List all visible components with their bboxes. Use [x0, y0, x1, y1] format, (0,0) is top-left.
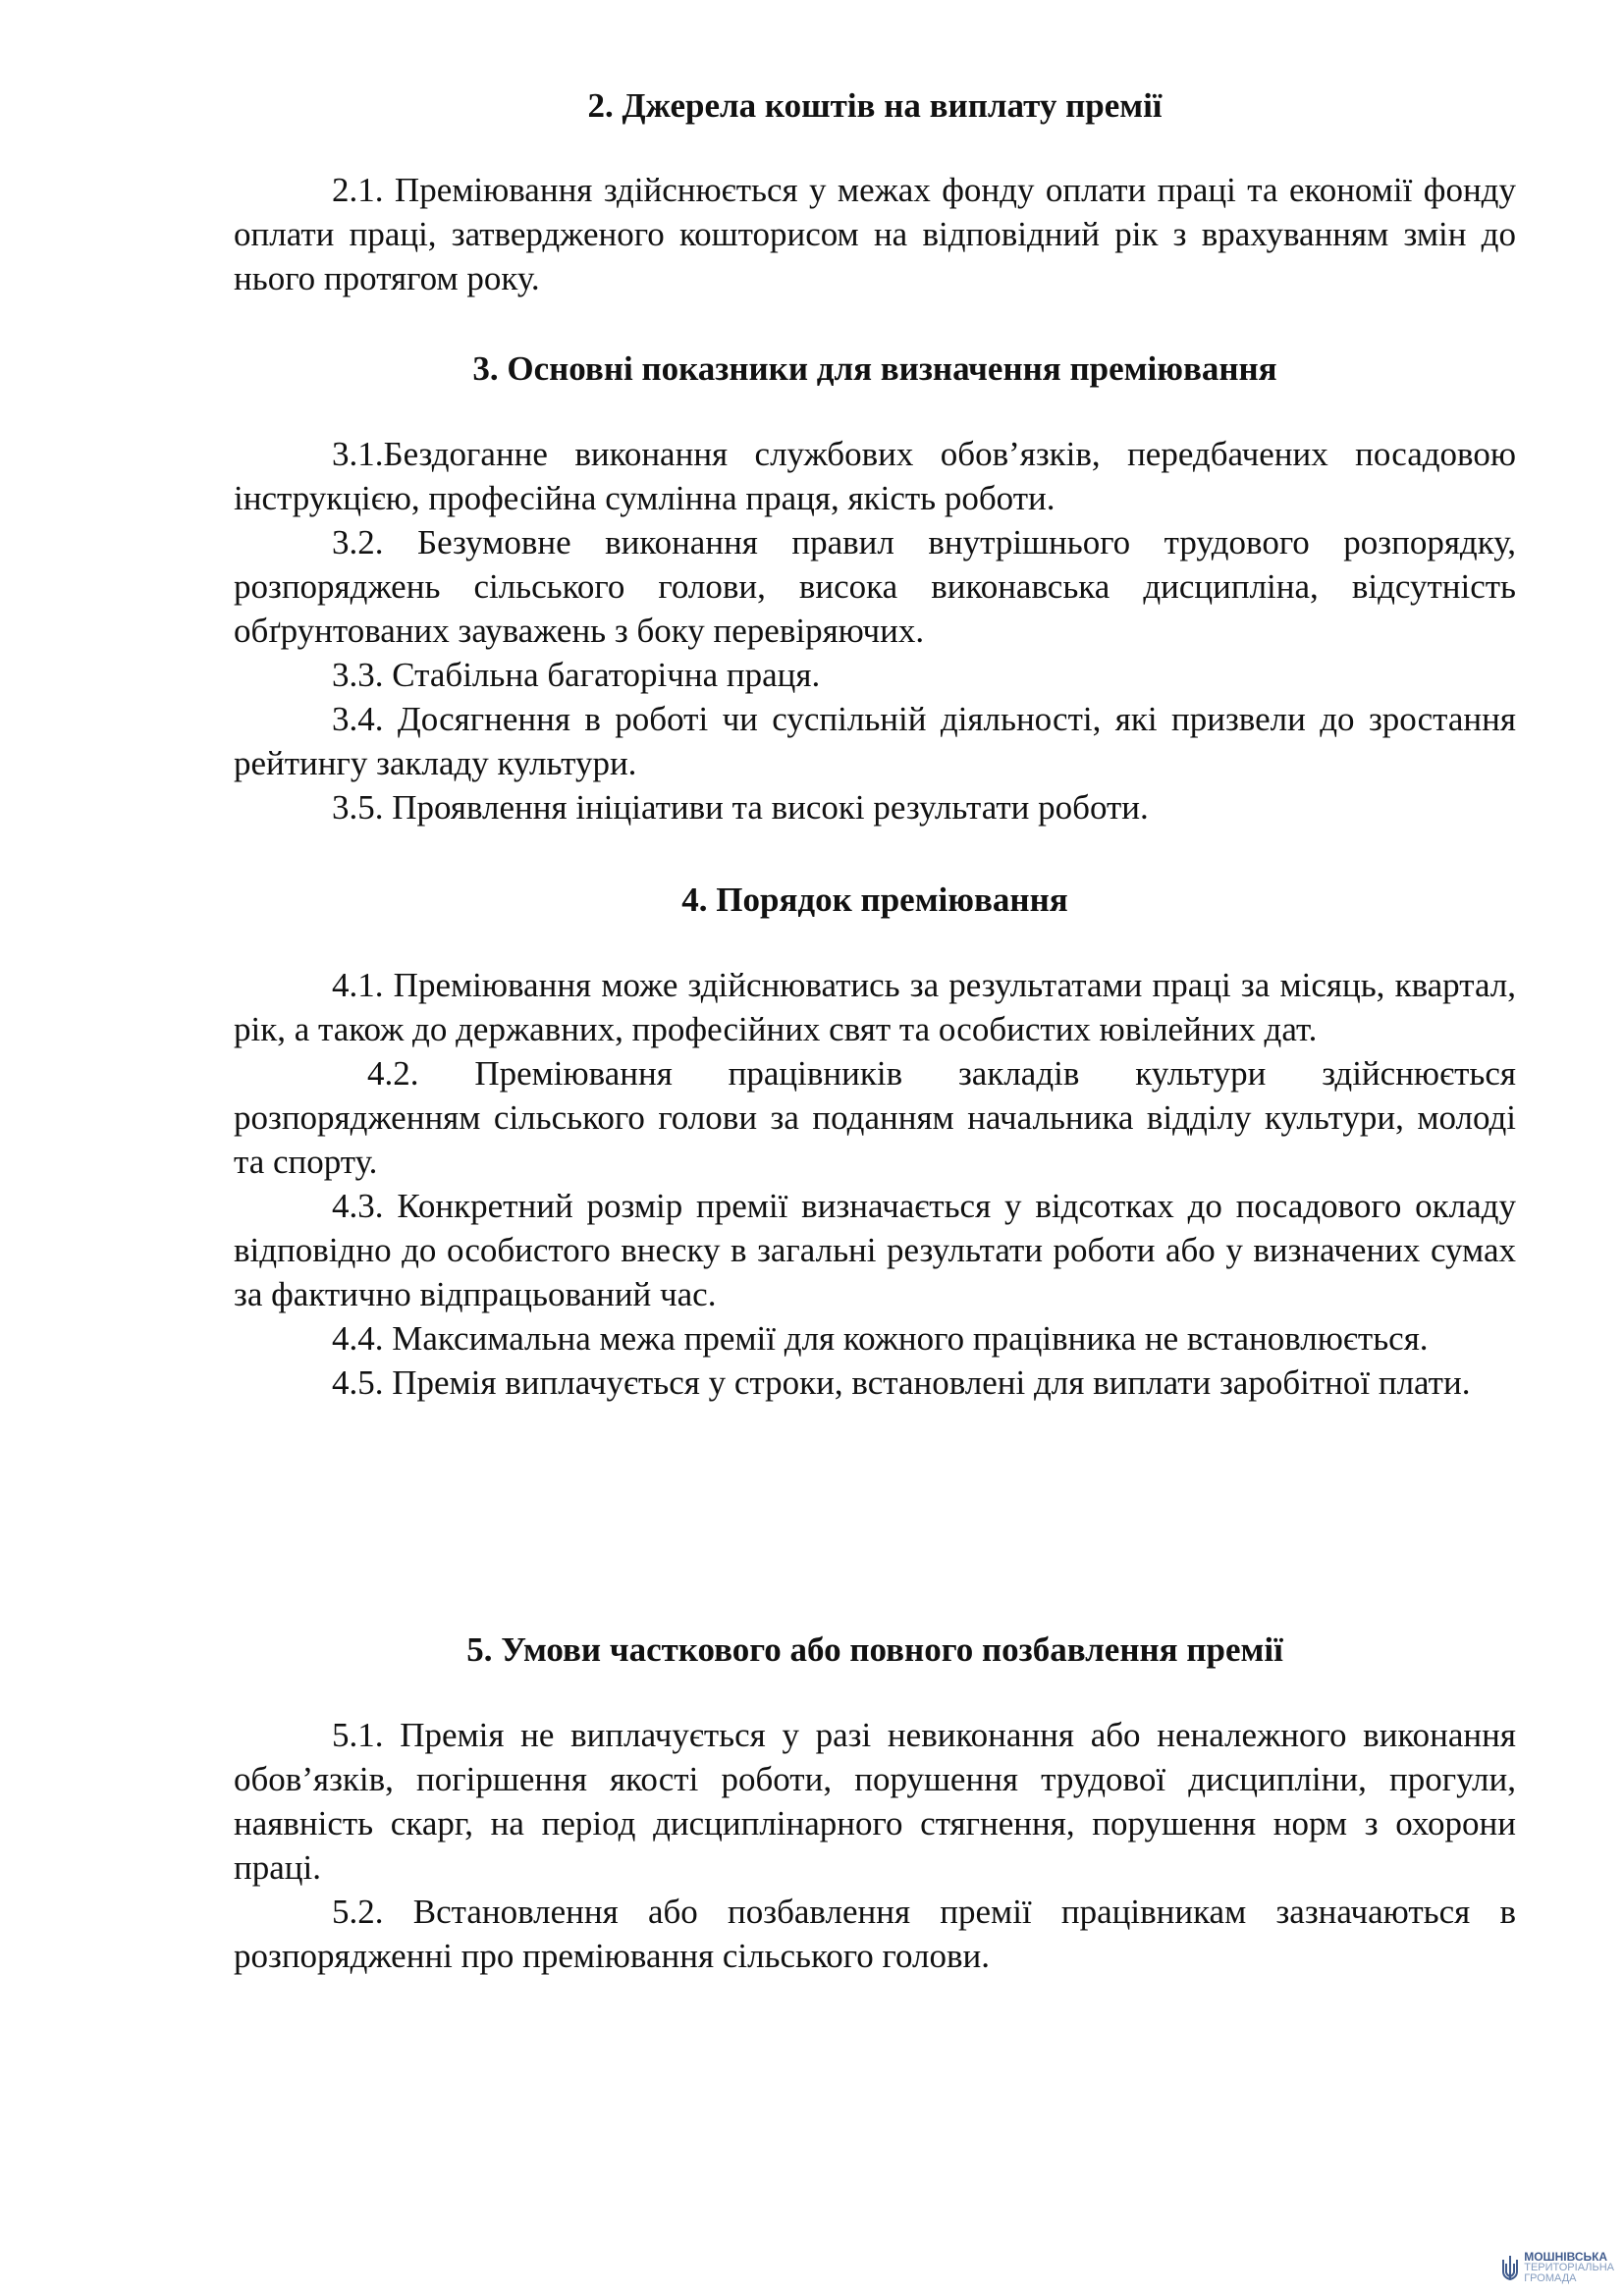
- paragraph: 3.3. Стабільна багаторічна праця.: [332, 656, 821, 694]
- section-4-body: [234, 963, 1516, 1405]
- paragraph: 3.1.Бездоганне виконання службових обов’язків, передбачених посадовою інструкцією, професійна сумлінна праця, якість роботи.: [234, 435, 1516, 517]
- paragraph: 5.2. Встановлення або позбавлення премії працівникам зазначаються в розпорядженні про преміювання сільського голови.: [234, 1893, 1516, 1975]
- paragraph: 4.2. Преміювання працівників закладів культури здійснюється розпорядженням сільського голови за поданням начальника відділу культури, молоді та спорту.: [234, 1054, 1516, 1181]
- paragraph: 2.1. Преміювання здійснюється у межах фонду оплати праці та економії фонду оплати праці, затвердженого кошторисом на відповідний рік з врахуванням змін до нього протягом року.: [234, 171, 1516, 297]
- paragraph: 3.5. Проявлення ініціативи та високі результати роботи.: [332, 788, 1149, 827]
- watermark-line: ГРОМАДА: [1524, 2272, 1577, 2284]
- watermark-line: МОШНІВСЬКА: [1524, 2250, 1608, 2264]
- section-5-body: [234, 1713, 1516, 1978]
- paragraph: 4.1. Преміювання може здійснюватись за результатами праці за місяць, квартал, рік, а також до державних, професійних свят та особистих ювілейних дат.: [234, 966, 1516, 1048]
- section-2-body: [234, 168, 1516, 300]
- section-heading: 4. Порядок преміювання: [681, 881, 1068, 919]
- watermark-logo: [1500, 2252, 1614, 2284]
- paragraph: 3.4. Досягнення в роботі чи суспільній діяльності, які призвели до зростання рейтингу закладу культури.: [234, 700, 1516, 782]
- paragraph: 4.4. Максимальна межа премії для кожного працівника не встановлюється.: [332, 1319, 1429, 1358]
- section-5: [234, 1629, 1516, 1672]
- section-heading: 3. Основні показники для визначення преміювання: [472, 349, 1277, 388]
- section-heading: 2. Джерела коштів на виплату премії: [587, 86, 1163, 125]
- trident-icon: [1500, 2254, 1520, 2283]
- section-3: [234, 347, 1516, 391]
- watermark-line: ТЕРИТОРІАЛЬНА: [1524, 2262, 1614, 2273]
- paragraph: 4.5. Премія виплачується у строки, встановлені для виплати заробітної плати.: [332, 1363, 1471, 1402]
- watermark-text: [1524, 2252, 1614, 2284]
- section-heading: 5. Умови часткового або повного позбавлення премії: [466, 1630, 1283, 1669]
- section-3-body: [234, 432, 1516, 829]
- paragraph: 3.2. Безумовне виконання правил внутрішнього трудового розпорядку, розпоряджень сільського голови, висока виконавська дисципліна, відсутність обґрунтованих зауважень з боку перевіряючих.: [234, 523, 1516, 650]
- paragraph: 5.1. Премія не виплачується у разі невиконання або неналежного виконання обов’язків, погіршення якості роботи, порушення трудової дисципліни, прогули, наявність скарг, на період дисциплінарного стягнення, порушення норм з охорони праці.: [234, 1716, 1516, 1887]
- section-2: [234, 84, 1516, 128]
- section-4: [234, 879, 1516, 922]
- paragraph: 4.3. Конкретний розмір премії визначається у відсотках до посадового окладу відповідно до особистого внеску в загальні результати роботи або у визначених сумах за фактично відпрацьований час.: [234, 1187, 1516, 1313]
